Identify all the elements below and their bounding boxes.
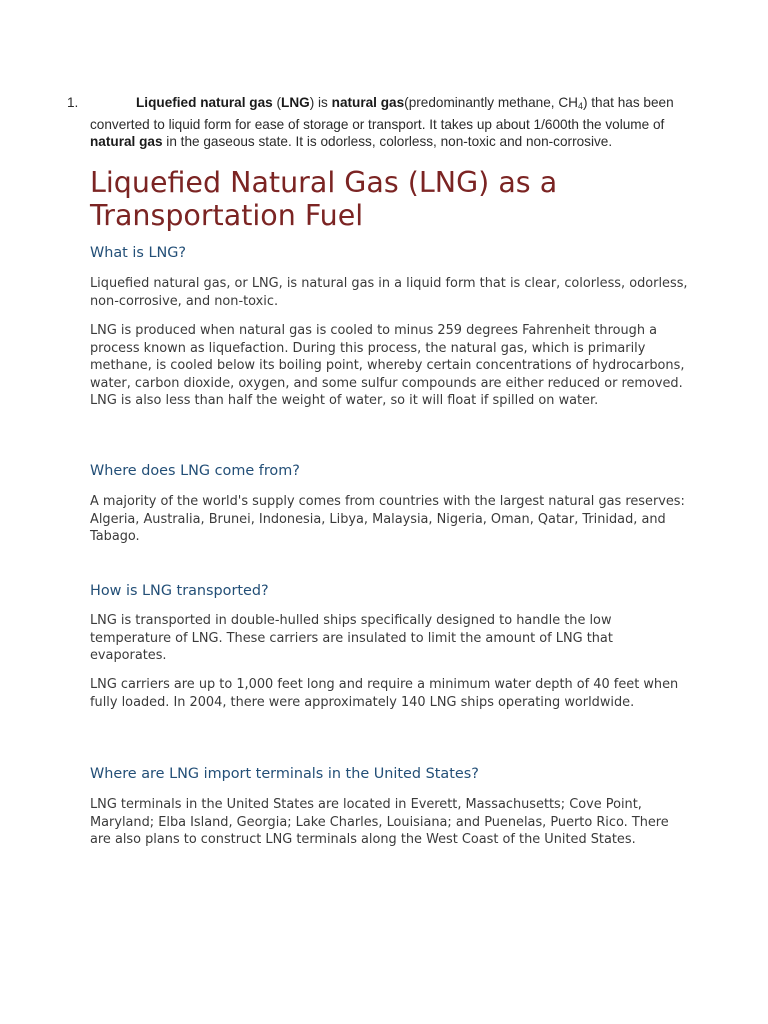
- section-heading: Where are LNG import terminals in the United States?: [90, 766, 479, 782]
- text-run: ) is: [309, 95, 332, 110]
- section-heading: How is LNG transported?: [90, 583, 269, 599]
- paragraph: Liquefied natural gas, or LNG, is natural gas in a liquid form that is clear, colorless, odorless, non-corrosive, and non-toxic.: [90, 276, 688, 309]
- page-title: Liquefied Natural Gas (LNG) as a Transportation Fuel: [90, 166, 558, 232]
- paragraph: A majority of the world's supply comes from countries with the largest natural gas reserves: Algeria, Australia, Brunei, Indonesia, Libya, Malaysia, Nigeria, Oman, Qatar, Trinidad, and Tabago.: [90, 494, 685, 545]
- bold-term: LNG: [281, 95, 310, 110]
- paragraph: LNG carriers are up to 1,000 feet long and require a minimum water depth of 40 feet when fully loaded. In 2004, there were approximately 140 LNG ships operating worldwide.: [90, 677, 679, 710]
- bold-term: natural gas: [331, 95, 405, 110]
- text-run: (: [272, 95, 282, 110]
- paragraph: LNG terminals in the United States are located in Everett, Massachusetts; Cove Point, Maryland; Elba Island, Georgia; Lake Charles, Louisiana; and Puenelas, Puerto Rico. There are also plans to construct LNG terminals along the West Coast of the United States.: [90, 797, 669, 848]
- subscript: 4: [577, 101, 583, 111]
- list-item-text: [90, 94, 677, 151]
- bold-term: Liquefied natural gas: [136, 95, 273, 110]
- section-heading: What is LNG?: [90, 245, 187, 261]
- bold-term: natural gas: [90, 134, 163, 150]
- numbered-list-item: [67, 94, 677, 151]
- text-run: (predominantly methane, CH: [404, 95, 578, 110]
- paragraph: LNG is transported in double-hulled ships specifically designed to handle the low temperature of LNG. These carriers are insulated to limit the amount of LNG that evaporates.: [90, 613, 613, 664]
- section-heading: Where does LNG come from?: [90, 463, 300, 479]
- text-run: in the gaseous state. It is odorless, colorless, non-toxic and non-corrosive.: [162, 134, 613, 150]
- list-number: 1.: [67, 95, 79, 110]
- paragraph: LNG is produced when natural gas is cooled to minus 259 degrees Fahrenheit through a process known as liquefaction. During this process, the natural gas, which is primarily methane, is cooled below its boiling point, whereby certain concentrations of hydrocarbons, water, carbon dioxide, oxygen, and some sulfur compounds are either reduced or removed. LNG is also less than half the weight of water, so it will float if spilled on water.: [90, 323, 685, 409]
- text-run: ) that has been converted to liquid form for ease of storage or transport. It takes up about 1/600th the volume of: [90, 95, 674, 132]
